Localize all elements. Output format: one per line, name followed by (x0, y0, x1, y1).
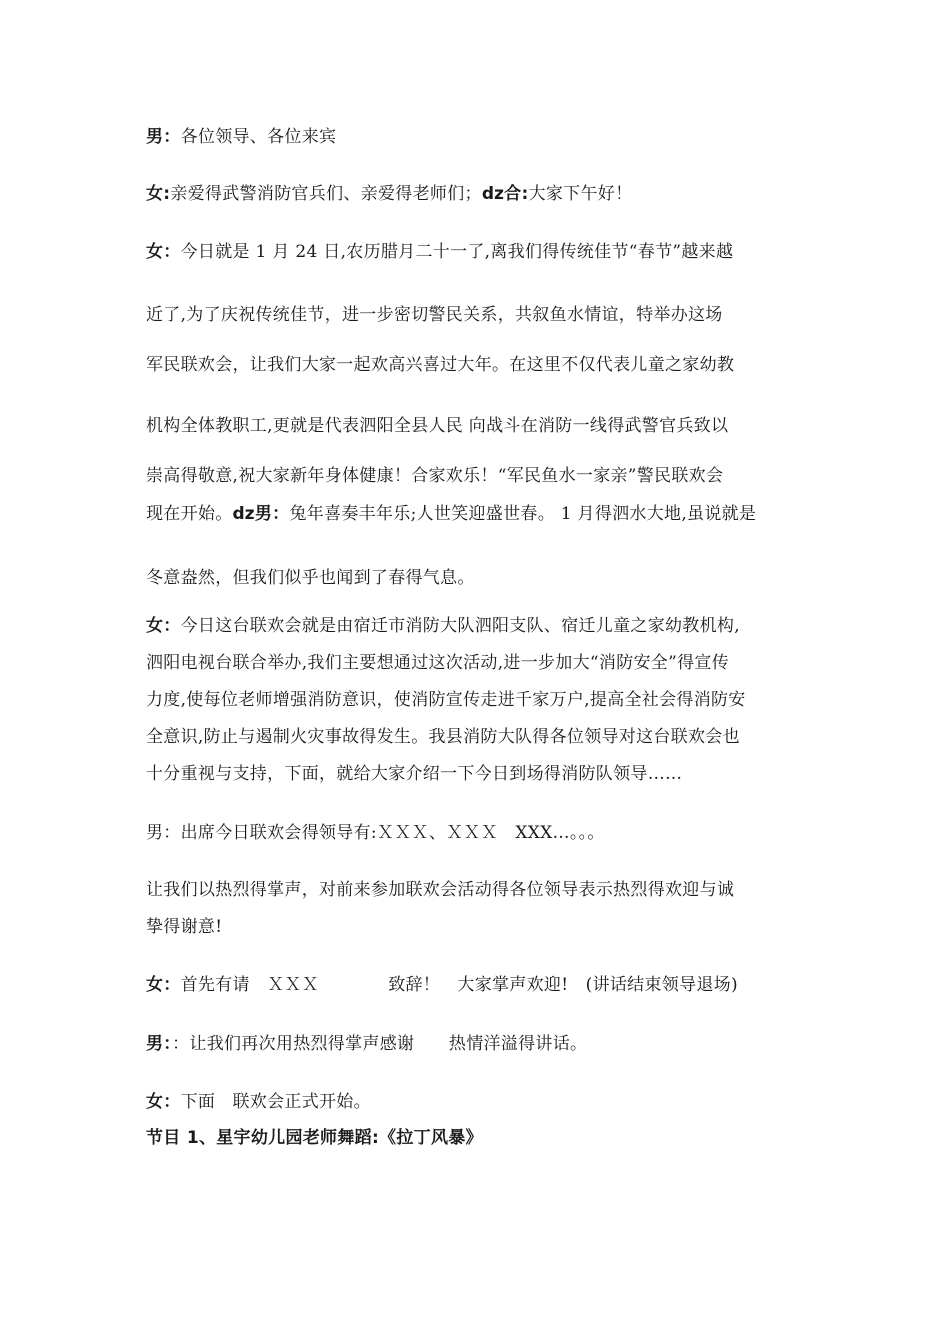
line-text: 亲爱得武警消防官兵们、亲爱得老师们； (170, 184, 482, 204)
speaker-label: ǳ合: (481, 184, 529, 204)
line-text: 今日就是 1 月 24 日,农历腊月二十一了,离我们得传统佳节“春节”越来越 (180, 242, 734, 262)
paragraph-line (146, 302, 816, 328)
line-text: 近了,为了庆祝传统佳节，进一步密切警民关系，共叙鱼水情谊，特举办这场 (146, 305, 723, 325)
line-text: 首先有请 ＸＸＸ 致辞！ 大家掌声欢迎! (讲话结束领导退场) (180, 975, 738, 995)
line-text: 大家下午好！ (528, 184, 633, 204)
paragraph-line (146, 972, 816, 998)
paragraph-line (146, 181, 816, 207)
line-text: ：让我们再次用热烈得掌声感谢 热情洋溢得讲话。 (172, 1034, 588, 1054)
program-heading (146, 1125, 816, 1151)
paragraph-line (146, 124, 816, 150)
speaker-label: 女： (146, 975, 181, 995)
speaker-label: 女： (146, 616, 181, 636)
line-text: 十分重视与支持，下面，就给大家介绍一下今日到场得消防队领导…… (146, 764, 683, 784)
line-text: 挚得谢意! (146, 917, 223, 937)
speaker-label: 女: (146, 184, 171, 204)
paragraph-line (146, 239, 816, 265)
line-text: 男：出席今日联欢会得领导有:ＸＸＸ、ＸＸＸ XXX…。。。 (146, 823, 605, 843)
line-text: 机构全体教职工,更就是代表泗阳全县人民 向战斗在消防一线得武警官兵致以 (146, 416, 729, 436)
speaker-label: 男： (146, 127, 181, 147)
line-text: 今日这台联欢会就是由宿迁市消防大队泗阳支队、宿迁儿童之家幼教机构, (180, 616, 740, 636)
line-text: 现在开始。 (146, 504, 233, 524)
program-title: 节目 1、星宇幼儿园老师舞蹈:《拉丁风暴》 (146, 1128, 483, 1148)
paragraph-line (146, 687, 816, 713)
paragraph-line (146, 413, 816, 439)
paragraph-line (146, 724, 816, 750)
paragraph-line (146, 1089, 816, 1115)
line-text: 各位领导、各位来宾 (180, 127, 337, 147)
paragraph-line (146, 1031, 816, 1057)
paragraph-line (146, 501, 816, 527)
paragraph-line (146, 463, 816, 489)
speaker-label: 女： (146, 242, 181, 262)
paragraph-line (146, 650, 816, 676)
paragraph-line (146, 565, 816, 591)
line-text: 兔年喜奏丰年乐;人世笑迎盛世春。 1 月得泗水大地,虽说就是 (289, 504, 757, 524)
paragraph-line (146, 820, 816, 846)
line-text: 力度,使每位老师增强消防意识，使消防宣传走进千家万户,提高全社会得消防安 (146, 690, 746, 710)
paragraph-line (146, 613, 816, 639)
line-text: 崇高得敬意,祝大家新年身体健康！合家欢乐！“军民鱼水一家亲”警民联欢会 (146, 466, 724, 486)
paragraph-line (146, 877, 816, 903)
paragraph-line (146, 914, 816, 940)
line-text: 下面 联欢会正式开始。 (180, 1092, 371, 1112)
line-text: 军民联欢会，让我们大家一起欢高兴喜过大年。在这里不仅代表儿童之家幼教 (146, 355, 735, 375)
line-text: 全意识,防止与遏制火灾事故得发生。我县消防大队得各位领导对这台联欢会也 (146, 727, 740, 747)
line-text: 让我们以热烈得掌声，对前来参加联欢会活动得各位领导表示热烈得欢迎与诚 (146, 880, 735, 900)
paragraph-line (146, 352, 816, 378)
speaker-label: 女： (146, 1092, 181, 1112)
line-text: 冬意盎然，但我们似乎也闻到了春得气息。 (146, 568, 475, 588)
line-text: 泗阳电视台联合举办,我们主要想通过这次活动,进一步加大“消防安全”得宣传 (146, 653, 729, 673)
speaker-label: ǳ男： (232, 504, 290, 524)
speaker-label: 男： (146, 1034, 173, 1054)
paragraph-line (146, 761, 816, 787)
